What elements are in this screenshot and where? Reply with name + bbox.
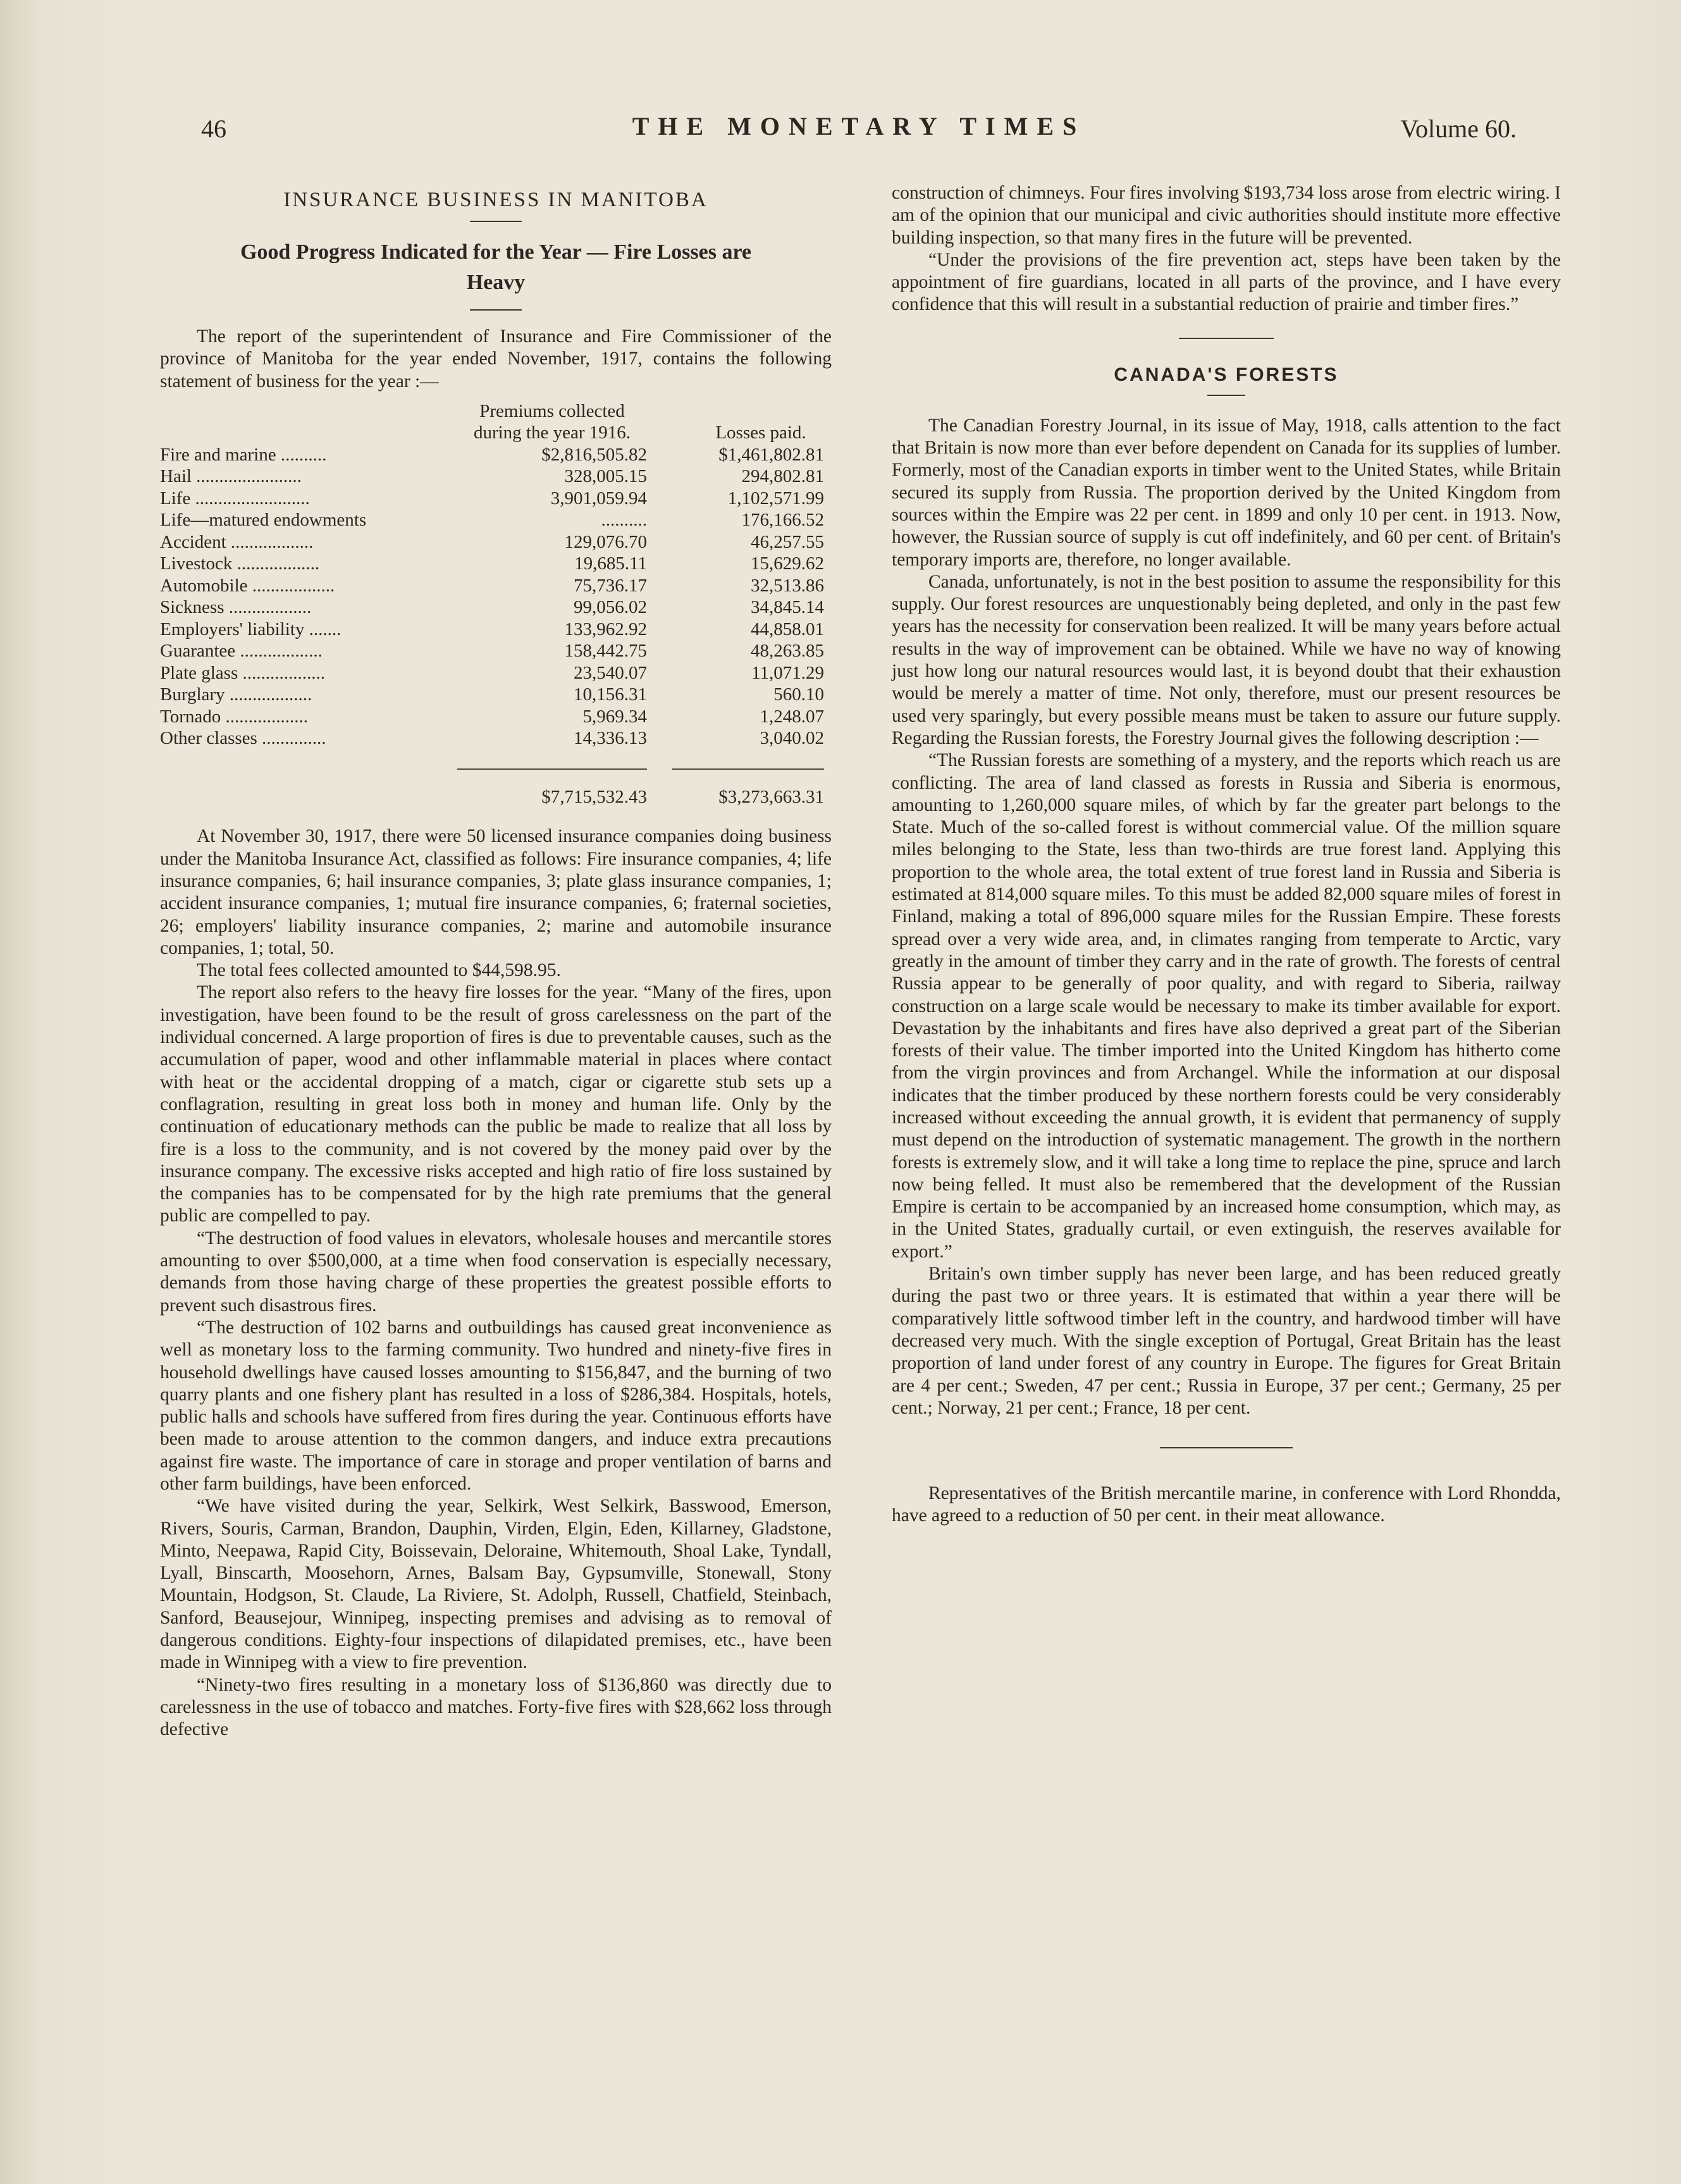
running-head [201,109,1517,147]
class-name: Sickness .................. [160,597,312,618]
table-row [160,727,824,750]
premiums-value: 3,901,059.94 [550,488,647,509]
journal-title: THE MONETARY TIMES [632,112,1086,140]
table-row [160,444,824,466]
intro-paragraph: The report of the superintendent of Insurance and Fire Commissioner of the province of Manitoba for the year ended November, 1917, contains the following statement of business for the year :— [160,326,832,392]
page-number: 46 [201,114,226,143]
class-name: Tornado .................. [160,706,308,727]
header-losses: Losses paid. [715,423,806,443]
volume-label: Volume 60. [1400,114,1517,143]
premiums-value: 158,442.75 [564,641,647,662]
table-total-row [160,750,824,808]
losses-value: 15,629.62 [751,553,824,574]
premiums-value: 129,076.70 [564,531,647,552]
class-name: Automobile .................. [160,575,335,596]
losses-value: 1,248.07 [760,706,824,727]
losses-value: 34,845.14 [751,597,824,618]
continued-paragraph: “Under the provisions of the fire prevention act, steps have been taken by the appointment of fire guardians, located in all parts of the province, and I have every confidence that this will result in a substantial reduction of prairie and timber fires.” [892,249,1561,315]
title-rule [470,221,522,222]
class-name: Plate glass .................. [160,662,325,683]
title-rule [1207,395,1245,396]
insurance-statistics-table [160,400,824,808]
table-row [160,640,824,662]
losses-value: 44,858.01 [751,619,824,639]
losses-value: 560.10 [773,684,824,705]
losses-value: 176,166.52 [741,510,824,531]
losses-value: 1,102,571.99 [727,488,824,509]
body-paragraph: The report also refers to the heavy fire losses for the year. “Many of the fires, upon investigation, have been found to be the result of gross carelessness on the part of the individual concerned. A large proportion of fires is due to preventable causes, such as the accumulation of paper, wood and other inflammable material in places where contact with heat or the accidental dropping of a match, cigar or cigarette stub sets up a conflagration, resulting in great loss both in money and human life. Only by the continuation of educationary methods can the public be made to realize that all loss by fire is a loss to the community, and is not covered by the money paid over by the insurance company. The excessive risks accepted and high ratio of fire loss sustained by the companies has to be compensated for by the high rate premiums that the general public are compelled to pay. [160,982,832,1226]
deck-rule [470,309,522,311]
body-paragraph: “We have visited during the year, Selkirk, West Selkirk, Basswood, Emerson, Rivers, Souris, Carman, Brandon, Dauphin, Virden, Elgin, Eden, Killarney, Gladstone, Minto, Neepawa, Rapid City, Boissevain, Deloraine, Whitemouth, Shoal Lake, Tyndall, Lyall, Binscarth, Moosehorn, Arnes, Balsam Bay, Gypsumville, Stonewall, Stony Mountain, Hodgson, St. Claude, La Riviere, St. Adolph, Russell, Chatfield, Steinbach, Sanford, Beausejour, Winnipeg, inspecting premises and advising as to removal of dangerous conditions. Eighty-four inspections of dilapidated premises, etc., have been made in Winnipeg with a view to fire prevention. [160,1496,832,1673]
table-body [160,444,824,750]
table-row [160,596,824,619]
table-row [160,575,824,597]
table-row [160,684,824,706]
body-paragraph: “The destruction of 102 barns and outbuildings has caused great inconvenience as well as monetary loss to the farming community. Two hundred and ninety-five fires in household dwellings have caused losses amounting to $156,847, and the burning of two quarry plants and one fishery plant has resulted in a loss of $286,384. Hospitals, hotels, public halls and schools have suffered from fires during the year. Continuous efforts have been made to arouse attention to the common dangers, and induce extra precautions against fire waste. The importance of care in storage and proper ventilation of barns and other farm buildings, have been enforced. [160,1317,832,1494]
body-paragraph: Canada, unfortunately, is not in the best position to assume the responsibility for this supply. Our forest resources are unquestionably being depleted, and only in the past few years has the necessity for conservation been realized. It will be many years before actual results in the way of improvement can be obtained. While we have no way of knowing just how long our natural resources would last, it is beyond doubt that their exhaustion would be merely a matter of time. Not only, therefore, must our present resources be used very sparingly, but every possible means must be taken to assure our future supply. Regarding the Russian forests, the Forestry Journal gives the following description :— [892,571,1561,748]
class-name: Livestock .................. [160,553,320,574]
table-row [160,531,824,553]
losses-value: 3,040.02 [760,728,824,749]
class-name: Guarantee .................. [160,641,323,662]
body-paragraph: The Canadian Forestry Journal, in its issue of May, 1918, calls attention to the fact that Britain is now more than ever before dependent on Canada for its supplies of lumber. Formerly, most of the Canadian exports in timber went to the United States, while Britain secured its supply from Russia. The proportion derived by the United Kingdom from sources within the Empire was 22 per cent. in 1899 and only 10 per cent. in 1913. Now, however, the Russian source of supply is cut off indefinitely, and 60 per cent. of Britain's temporary imports are, therefore, no longer available. [892,415,1561,570]
body-paragraph: Britain's own timber supply has never been large, and has been reduced greatly during the past two or three years. It is estimated that within a year there will be comparatively little softwood timber left in the country, and hardwood timber will have decreased very much. With the single exception of Portugal, Great Britain has the least proportion of land under forest of any country in Europe. The figures for Great Britain are 4 per cent.; Sweden, 47 per cent.; Russia in Europe, 37 per cent.; Germany, 25 per cent.; Norway, 21 per cent.; France, 18 per cent. [892,1264,1561,1418]
class-name: Other classes .............. [160,728,326,749]
class-name: Burglary .................. [160,684,312,705]
section-divider [1179,338,1274,339]
note-paragraph: Representatives of the British mercantile marine, in conference with Lord Rhondda, have agreed to a reduction of 50 per cent. in their meat allowance. [892,1483,1561,1526]
losses-value: $1,461,802.81 [718,444,824,465]
table-row [160,619,824,641]
body-paragraph: “The destruction of food values in elevators, wholesale houses and mercantile stores amounting to over $500,000, at a time when food conservation is especially necessary, demands from those having charge of these properties the greatest possible efforts to prevent such disastrous fires. [160,1228,832,1316]
premiums-value: 10,156.31 [574,684,647,705]
continued-paragraph: construction of chimneys. Four fires involving $193,734 loss arose from electric wiring. I am of the opinion that our municipal and civic authorities should institute more effective building inspection, so that many fires in the future will be prevented. [892,183,1561,248]
table-row [160,662,824,684]
total-premiums: $7,715,532.43 [457,750,647,808]
class-name: Accident .................. [160,531,314,552]
losses-value: 32,513.86 [751,575,824,596]
article-title-insurance: INSURANCE BUSINESS IN MANITOBA [283,188,708,211]
losses-value: 46,257.55 [751,531,824,552]
premiums-value: 75,736.17 [574,575,647,596]
right-column [892,182,1561,1527]
table-row [160,509,824,531]
premiums-value: $2,816,505.82 [541,444,647,465]
losses-value: 11,071.29 [751,662,824,683]
body-paragraph: The total fees collected amounted to $44,598.95. [197,960,561,981]
body-paragraph: “Ninety-two fires resulting in a monetary loss of $136,860 was directly due to carelessness in the use of tobacco and matches. Forty-five fires with $28,662 loss through defective [160,1674,832,1740]
losses-value: 294,802.81 [741,466,824,487]
section-divider [1160,1447,1293,1448]
premiums-value: 5,969.34 [582,706,647,727]
class-name: Employers' liability ....... [160,619,342,639]
premiums-value: .......... [601,510,647,531]
left-column [160,182,832,1741]
premiums-value: 133,962.92 [564,619,647,639]
class-name: Fire and marine .......... [160,444,327,465]
body-paragraph: At November 30, 1917, there were 50 licensed insurance companies doing business under the Manitoba Insurance Act, classified as follows: Fire insurance companies, 4; life insurance companies, 6; hail insurance companies, 3; plate glass insurance companies, 1; accident insurance companies, 1; mutual fire insurance companies, 6; fraternal societies, 26; employers' liability insurance companies, 2; marine and automobile insurance companies, 1; total, 50. [160,826,832,958]
premiums-value: 19,685.11 [574,553,647,574]
premiums-value: 23,540.07 [574,662,647,683]
class-name: Life—matured endowments [160,510,367,531]
table-row [160,553,824,575]
article-deck: Good Progress Indicated for the Year — Fire Losses are Heavy [240,240,752,294]
body-paragraph: “The Russian forests are something of a mystery, and the reports which reach us are conflicting. The area of land classed as forests in Russia and Siberia is enormous, amounting to 1,260,000 square miles, of which by far the greater part belongs to the State. Much of the so-called forest is without commercial value. Of the million square miles belonging to the State, less than two-thirds are true forest land. Applying this proportion to the whole area, the total extent of true forest land in Russia and Siberia is estimated at 814,000 square miles. To this must be added 82,000 square miles of forest in Finland, making a total of 896,000 square miles for the Russian Empire. These forests spread over a very wide area, and, in climates ranging from temperate to Arctic, vary greatly in the amount of timber they carry and in the rate of growth. The forests of central Russia appear to be generally of poor quality, and with regard to Siberia, railway construction on a large scale would be necessary to make its timber available for export. Devastation by the inhabitants and fires have also deprived a great part of the Siberian forests of their value. The timber imported into the United Kingdom has hitherto come from the virgin provinces and from Archangel. While the information at our disposal indicates that the timber produced by these northern forests could be very considerably increased without exceeding the annual growth, it is evident that permanency of supply must depend on the introduction of systematic management. The growth in the northern forests is extremely slow, and it will take a long time to replace the pine, spruce and larch now being felled. It must also be remembered that the development of the Russian Empire is certain to be accompanied by an increased home consumption, which may, as in the United States, gradually curtail, or even extinguish, the reserves available for export.” [892,750,1561,1262]
table-row [160,706,824,728]
class-name: Hail ....................... [160,466,302,487]
class-name: Life ......................... [160,488,310,509]
losses-value: 48,263.85 [751,641,824,662]
premiums-value: 99,056.02 [574,597,647,618]
table-row [160,466,824,488]
table-row [160,488,824,510]
premiums-value: 328,005.15 [564,466,647,487]
table-header-row [160,400,824,444]
article-title-forests: CANADA'S FORESTS [1114,364,1339,385]
total-losses: $3,273,663.31 [647,750,824,808]
premiums-value: 14,336.13 [574,728,647,749]
header-premiums: Premiums collected during the year 1916. [473,400,631,443]
